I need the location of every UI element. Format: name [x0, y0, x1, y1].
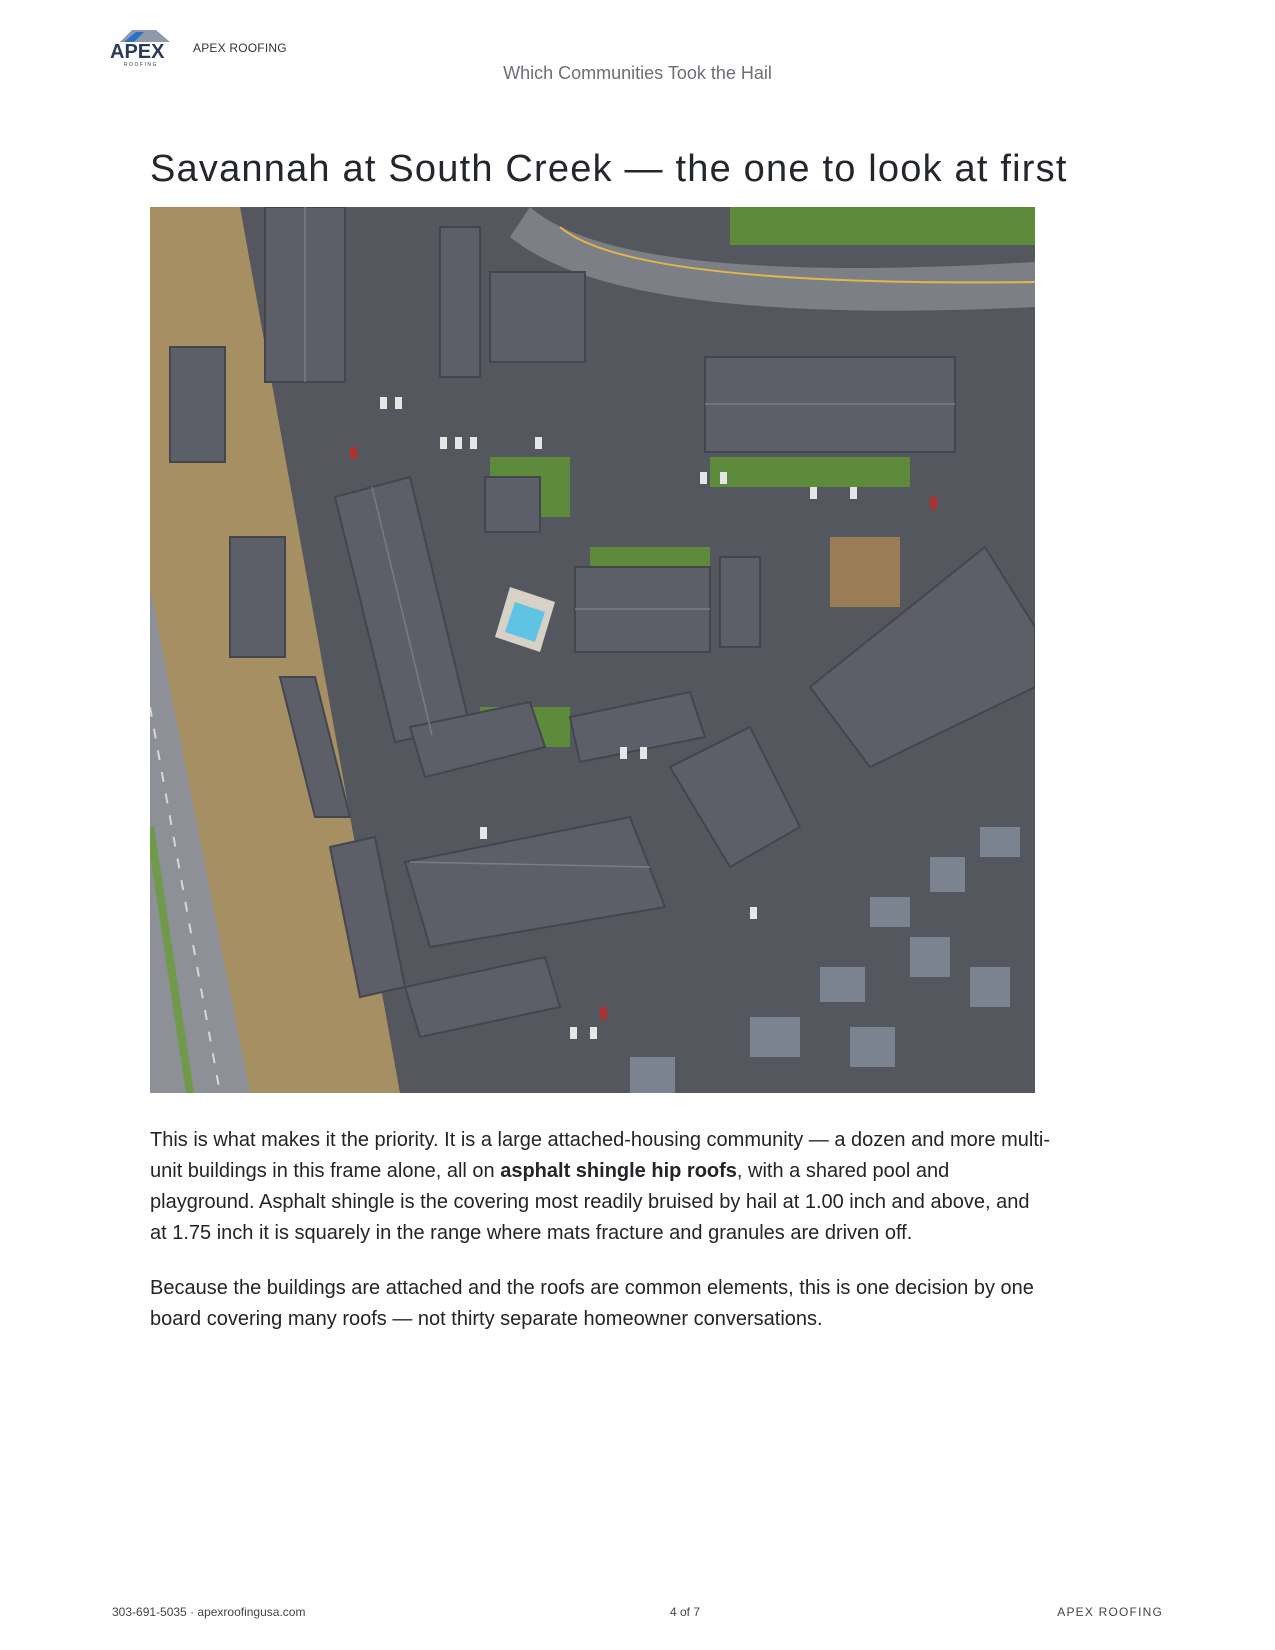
footer-brand: APEX ROOFING — [1057, 1605, 1163, 1619]
page-number: 4 of 7 — [669, 1605, 701, 1619]
aerial-photo — [150, 207, 1035, 1093]
running-header: Which Communities Took the Hail — [503, 63, 772, 83]
svg-text:APEX: APEX — [110, 41, 165, 63]
body-text — [150, 1125, 1050, 1359]
paragraph-priority-rest: , with a shared pool and playground. Asphalt shingle is the covering most readily bruised by hail at 1.00 inch and above, and at 1.75 inch it is squarely in the range where mats fracture and granules are driven off. — [150, 1160, 1030, 1244]
roof-type-emphasis: asphalt shingle hip roofs — [500, 1160, 737, 1182]
apex-logo[interactable] — [110, 28, 182, 68]
paragraph-priority-intro: This is what makes it the priority. It is a large attached-housing community — a dozen and more multi-unit buildings in this frame alone, all on — [150, 1129, 1051, 1182]
footer-contact: 303-691-5035 · apexroofingusa.com — [112, 1605, 306, 1619]
svg-text:ROOFING: ROOFING — [124, 62, 158, 68]
brand-name: APEX ROOFING — [193, 41, 287, 55]
paragraph-priority — [150, 1125, 1050, 1249]
paragraph-decision: Because the buildings are attached and the roofs are common elements, this is one decision by one board covering many roofs — not thirty separate homeowner conversations. — [150, 1277, 1034, 1330]
page-title: Savannah at South Creek — the one to look at first — [150, 148, 1068, 190]
